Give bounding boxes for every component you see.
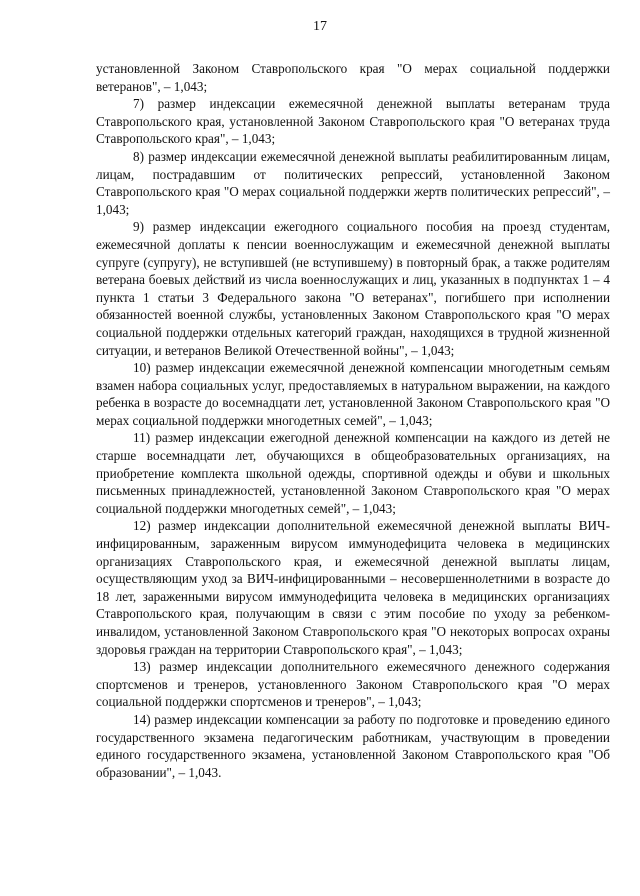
paragraph-item-7: 7) размер индексации ежемесячной денежной выплаты ветеранам труда Ставропольского края, установленной Законом Ставропольского края "О ветеранах труда Ставропольского края", – 1,043; (96, 96, 610, 147)
paragraph-item-12: 12) размер индексации дополнительной ежемесячной денежной выплаты ВИЧ-инфицированным, зараженным вирусом иммунодефицита человека в медицинских организациях Ставропольского края, и ежемесячной денежной выплаты лицам, осуществляющим уход за ВИЧ-инфицированными – несовершеннолетними в возрасте до 18 лет, зараженными вирусом иммунодефицита человека в медицинских организациях Ставропольского края, получающим в связи с этим пособие по уходу за ребенком-инвалидом, установленной Законом Ставропольского края "О некоторых вопросах охраны здоровья граждан на территории Ставропольского края", – 1,043; (96, 518, 610, 657)
paragraph-item-14: 14) размер индексации компенсации за работу по подготовке и проведению единого государственного экзамена педагогическим работникам, участвующим в проведении единого государственного экзамена, установленной Законом Ставропольского края "Об образовании", – 1,043. (96, 711, 610, 780)
paragraph-item-9: 9) размер индексации ежегодного социального пособия на проезд студентам, ежемесячной доплаты к пенсии военнослужащим и ежемесячной денежной выплаты супруге (супругу), не вступившей (не вступившему) в повторный брак, а также родителям ветерана боевых действий из числа военнослужащих и лиц, указанных в подпунктах 1 – 4 пункта 1 статьи 3 Федерального закона "О ветеранах", погибшего при исполнении обязанностей военной службы, установленных Законом Ставропольского края "О мерах социальной поддержки отдельных категорий граждан, находящихся в трудной жизненной ситуации, и ветеранов Великой Отечественной войны", – 1,043; (96, 219, 610, 358)
paragraph-item-8: 8) размер индексации ежемесячной денежной выплаты реабилитированным лицам, лицам, пострадавшим от политических репрессий, установленной Законом Ставропольского края "О мерах социальной поддержки жертв политических репрессий", – 1,043; (96, 148, 610, 217)
document-body (96, 60, 610, 781)
paragraph-item-11: 11) размер индексации ежегодной денежной компенсации на каждого из детей не старше восемнадцати лет, обучающихся в общеобразовательных организациях, на приобретение комплекта школьной одежды, спортивной одежды и обуви и школьных письменных принадлежностей, установленной Законом Ставропольского края "О мерах социальной поддержки многодетных семей", – 1,043; (96, 430, 610, 516)
paragraph-item-13: 13) размер индексации дополнительного ежемесячного денежного содержания спортсменов и тренеров, установленного Законом Ставропольского края "О мерах социальной поддержки спортсменов и тренеров", – 1,043; (96, 659, 610, 710)
paragraph-item-10: 10) размер индексации ежемесячной денежной компенсации многодетным семьям взамен набора социальных услуг, предоставляемых в натуральном выражении, на каждого ребенка в возрасте до восемнадцати лет, установленной Законом Ставропольского края "О мерах социальной поддержки многодетных семей", – 1,043; (96, 360, 610, 428)
paragraph-item-6-continuation: установленной Законом Ставропольского края "О мерах социальной поддержки ветеранов", – 1,043; (96, 61, 610, 94)
page-number: 17 (313, 19, 327, 34)
